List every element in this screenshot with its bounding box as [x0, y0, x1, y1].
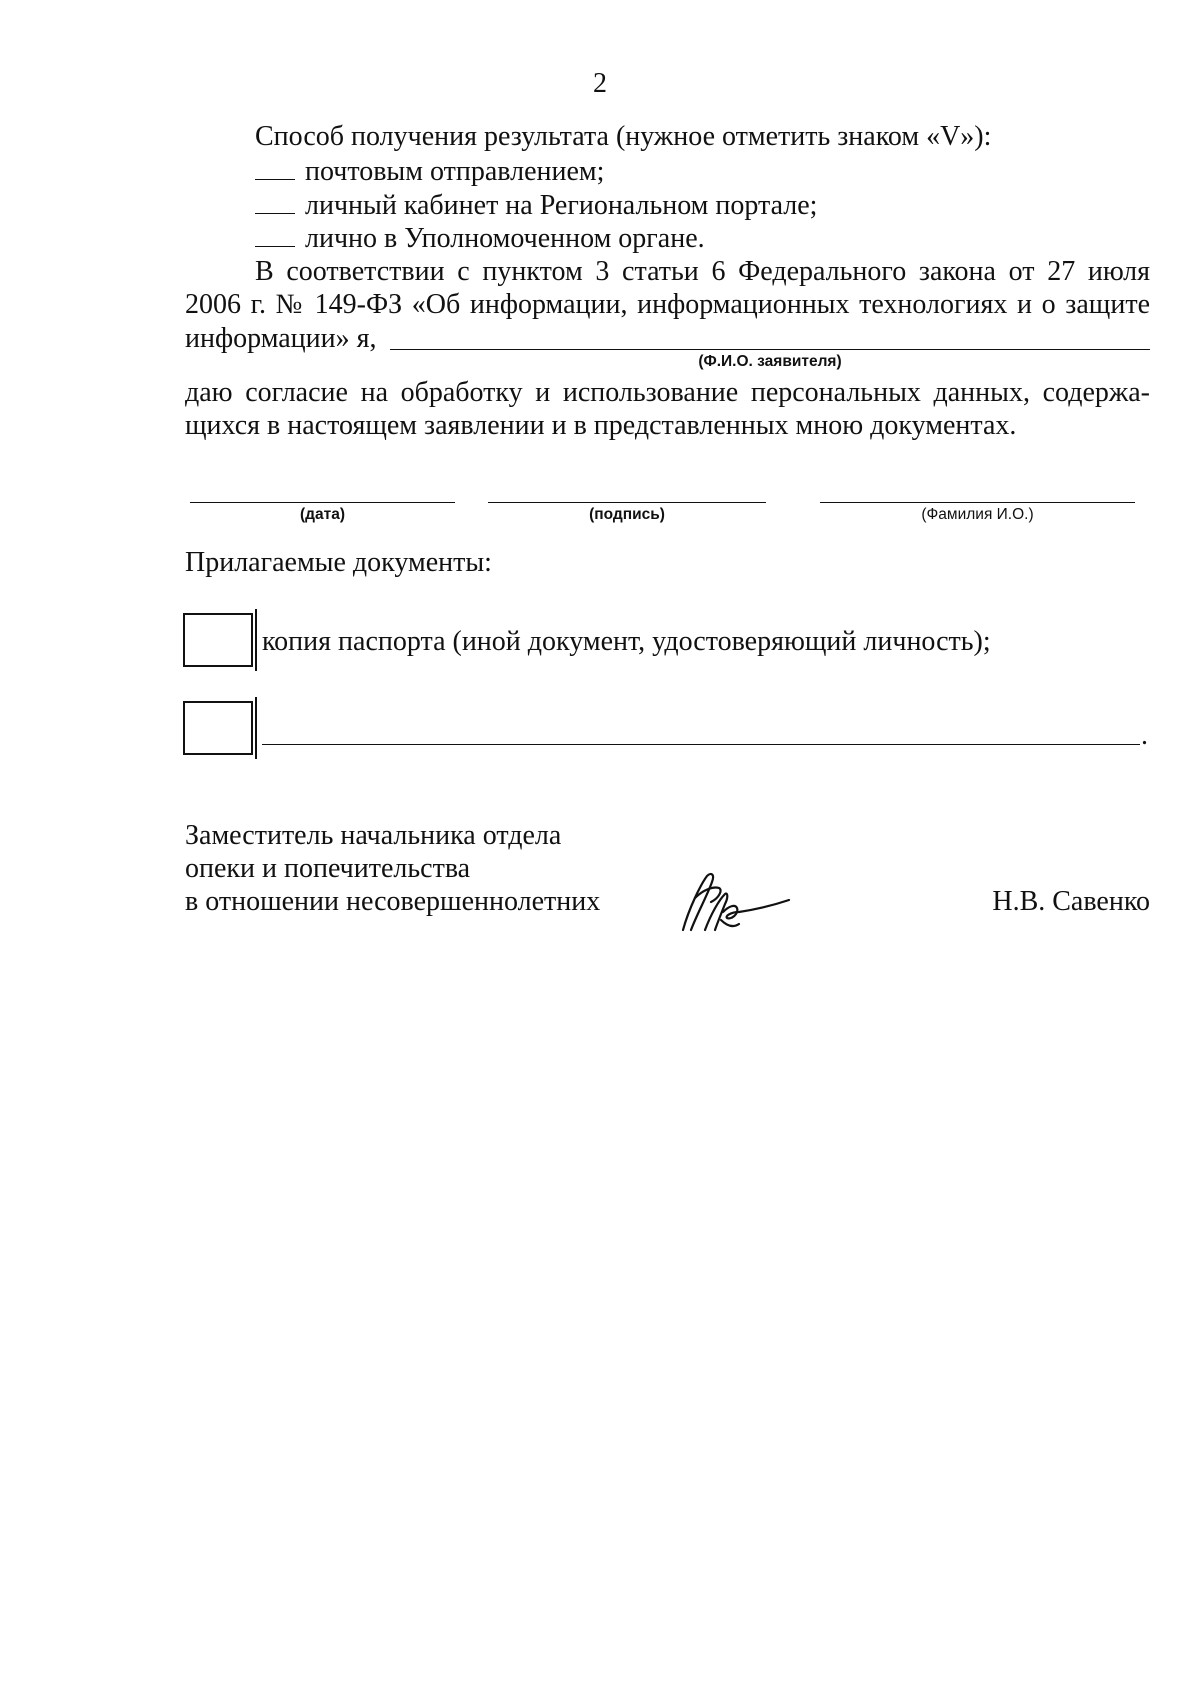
attachment-checkbox[interactable] [183, 613, 253, 667]
attachment-blank-line[interactable] [262, 744, 1140, 745]
fio-caption: (Ф.И.О. заявителя) [698, 353, 842, 370]
consent-line-prefix: информации» я, [185, 323, 377, 354]
consent-line: 2006 г. № 149-ФЗ «Об информации, информационных технологиях и о защите [185, 289, 1150, 320]
signatory-position: Заместитель начальника отдела [185, 820, 562, 851]
consent-line: даю согласие на обработку и использование персональных данных, содержа- [185, 377, 1150, 408]
signatory-position: опеки и попечительства [185, 853, 471, 884]
name-caption: (Фамилия И.О.) [921, 506, 1034, 523]
consent-line: щихся в настоящем заявлении и в представленных мною документах. [185, 410, 1017, 441]
fio-input-line[interactable] [390, 349, 1150, 350]
signature-caption: (подпись) [589, 506, 665, 523]
attachment-blank-end: . [1141, 720, 1148, 751]
signature-input-line[interactable] [488, 502, 766, 503]
signatory-name: Н.В. Савенко [992, 886, 1150, 917]
date-input-line[interactable] [190, 502, 455, 503]
delivery-option: лично в Уполномоченном органе. [255, 224, 705, 253]
delivery-heading: Способ получения результата (нужное отметить знаком «V»): [255, 121, 992, 152]
checkbox-blank[interactable] [255, 157, 295, 180]
checkbox-blank[interactable] [255, 191, 295, 214]
date-caption: (дата) [300, 506, 345, 523]
delivery-option: личный кабинет на Региональном портале; [255, 191, 817, 220]
attachment-item: копия паспорта (иной документ, удостоверяющий личность); [262, 626, 991, 657]
page-number: 2 [593, 68, 607, 99]
signatory-position: в отношении несовершеннолетних [185, 886, 601, 917]
checkbox-blank[interactable] [255, 224, 295, 247]
handwritten-signature [675, 868, 795, 938]
attachments-heading: Прилагаемые документы: [185, 547, 492, 578]
attachment-separator [255, 609, 257, 671]
attachment-checkbox[interactable] [183, 701, 253, 755]
name-input-line[interactable] [820, 502, 1135, 503]
delivery-option: почтовым отправлением; [255, 157, 604, 186]
consent-line: В соответствии с пунктом 3 статьи 6 Федерального закона от 27 июля [255, 256, 1150, 287]
attachment-separator [255, 697, 257, 759]
